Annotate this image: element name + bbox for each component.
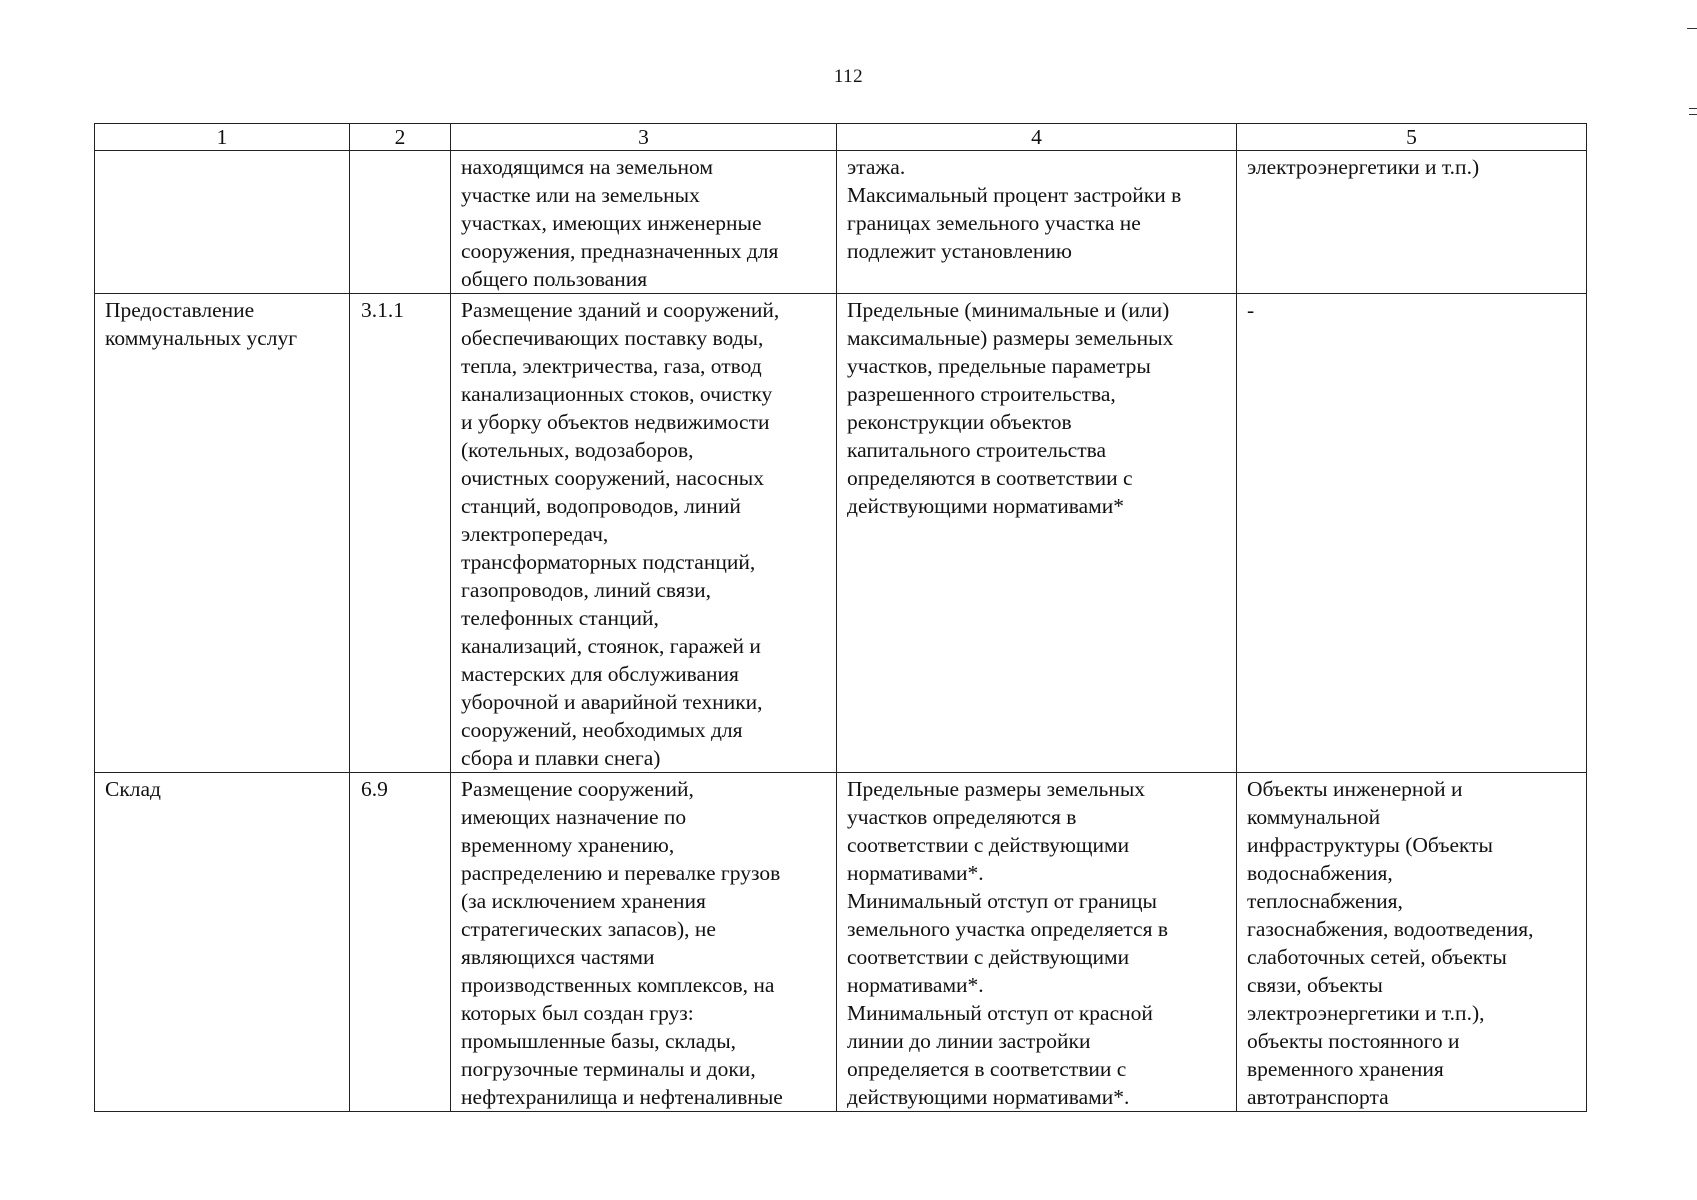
- auxiliary-use-cell: Объекты инженерной и коммунальной инфраструктуры (Объекты водоснабжения, теплоснабжения, газоснабжения, водоотведения, слаботочных сетей, объекты связи, объекты электроэнергетики и т.п.), объекты постоянного и временного хранения автотранспорта: [1237, 773, 1587, 1112]
- column-header-2: 2: [350, 124, 451, 151]
- auxiliary-use-cell: -: [1237, 294, 1587, 773]
- edge-mark: [1689, 108, 1697, 109]
- use-code-cell: 6.9: [350, 773, 451, 1112]
- column-header-4: 4: [837, 124, 1237, 151]
- column-header-5: 5: [1237, 124, 1587, 151]
- table-row: [95, 151, 1587, 294]
- table-row: [95, 773, 1587, 1112]
- edge-mark: [1687, 28, 1697, 29]
- edge-mark: [1689, 114, 1697, 115]
- use-description-cell: Размещение сооружений, имеющих назначение по временному хранению, распределению и перевалке грузов (за исключением хранения стратегических запасов), не являющихся частями производственных комплексов, на которых был создан груз: промышленные базы, склады, погрузочные терминалы и доки, нефтехранилища и нефтеналивные: [451, 773, 837, 1112]
- column-header-1: 1: [95, 124, 350, 151]
- table-header-row: [95, 124, 1587, 151]
- use-description-cell: Размещение зданий и сооружений, обеспечивающих поставку воды, тепла, электричества, газа, отвод канализационных стоков, очистку и уборку объектов недвижимости (котельных, водозаборов, очистных сооружений, насосных станций, водопроводов, линий электропередач, трансформаторных подстанций, газопроводов, линий связи, телефонных станций, канализаций, стоянок, гаражей и мастерских для обслуживания уборочной и аварийной техники, сооружений, необходимых для сбора и плавки снега): [451, 294, 837, 773]
- auxiliary-use-cell: электроэнергетики и т.п.): [1237, 151, 1587, 294]
- page-number: 112: [833, 66, 864, 87]
- construction-parameters-cell: этажа. Максимальный процент застройки в границах земельного участка не подлежит установлению: [837, 151, 1237, 294]
- table-row: [95, 294, 1587, 773]
- use-code-cell: [350, 151, 451, 294]
- use-name-cell: Склад: [95, 773, 350, 1112]
- land-use-table: [94, 123, 1587, 1112]
- use-description-cell: находящимся на земельном участке или на земельных участках, имеющих инженерные сооружения, предназначенных для общего пользования: [451, 151, 837, 294]
- construction-parameters-cell: Предельные (минимальные и (или) максимальные) размеры земельных участков, предельные параметры разрешенного строительства, реконструкции объектов капитального строительства определяются в соответствии с действующими нормативами*: [837, 294, 1237, 773]
- construction-parameters-cell: Предельные размеры земельных участков определяются в соответствии с действующими нормативами*. Минимальный отступ от границы земельного участка определяется в соответствии с действующими нормативами*. Минимальный отступ от красной линии до линии застройки определяется в соответствии с действующими нормативами*.: [837, 773, 1237, 1112]
- use-code-cell: 3.1.1: [350, 294, 451, 773]
- column-header-3: 3: [451, 124, 837, 151]
- use-name-cell: [95, 151, 350, 294]
- use-name-cell: Предоставление коммунальных услуг: [95, 294, 350, 773]
